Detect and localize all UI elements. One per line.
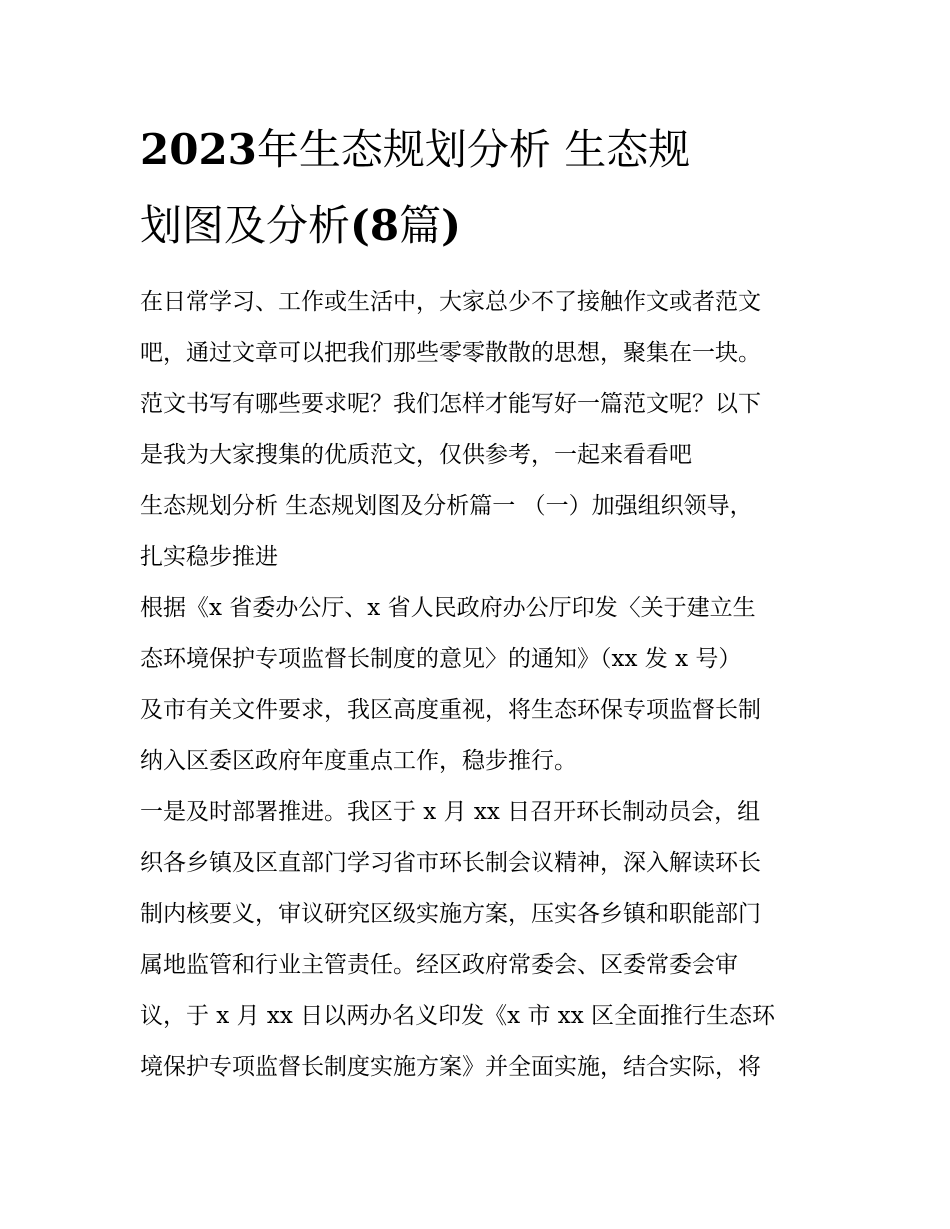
title-line-2 [140, 188, 820, 264]
body-line: 吧，通过文章可以把我们那些零零散散的思想，聚集在一块。 [140, 340, 761, 366]
body-line: 一是及时部署推进。我区于 x 月 xx 日召开环长制动员会，组 [140, 799, 761, 825]
body-line: 及市有关文件要求，我区高度重视，将生态环保专项监督长制 [140, 697, 761, 723]
document-body [140, 277, 820, 1093]
title-paren-close: ) [441, 201, 462, 250]
body-line: 扎实稳步推进 [140, 544, 278, 570]
document-title [140, 112, 820, 264]
body-line: 属地监管和行业主管责任。经区政府常委会、区委常委会审 [140, 952, 738, 978]
body-line: 是我为大家搜集的优质范文，仅供参考，一起来看看吧 [140, 442, 692, 468]
title-text-2: 划图及分析 [140, 201, 351, 250]
title-text-3: 篇 [399, 201, 442, 250]
body-line: 议，于 x 月 xx 日以两办名义印发《x 市 xx 区全面推行生态环 [140, 1003, 776, 1029]
body-line: 境保护专项监督长制度实施方案》并全面实施，结合实际，将 [140, 1054, 761, 1080]
body-line: 纳入区委区政府年度重点工作，稳步推行。 [140, 748, 577, 774]
body-line: 制内核要义，审议研究区级实施方案，压实各乡镇和职能部门 [140, 901, 761, 927]
body-line: 在日常学习、工作或生活中，大家总少不了接触作文或者范文 [140, 289, 761, 315]
body-line: 织各乡镇及区直部门学习省市环长制会议精神，深入解读环长 [140, 850, 761, 876]
body-line: 态环境保护专项监督长制度的意见〉的通知》（xx 发 x 号） [140, 646, 742, 672]
body-line: 生态规划分析 生态规划图及分析篇一 （一）加强组织领导， [140, 493, 753, 519]
title-line-1 [140, 112, 820, 188]
title-year: 2023 [140, 125, 257, 174]
title-count: (8 [350, 201, 400, 250]
body-line: 根据《x 省委办公厅、x 省人民政府办公厅印发〈关于建立生 [140, 595, 756, 621]
body-line: 范文书写有哪些要求呢？我们怎样才能写好一篇范文呢？以下 [140, 391, 761, 417]
title-text-1: 年生态规划分析 生态规 [256, 125, 691, 174]
